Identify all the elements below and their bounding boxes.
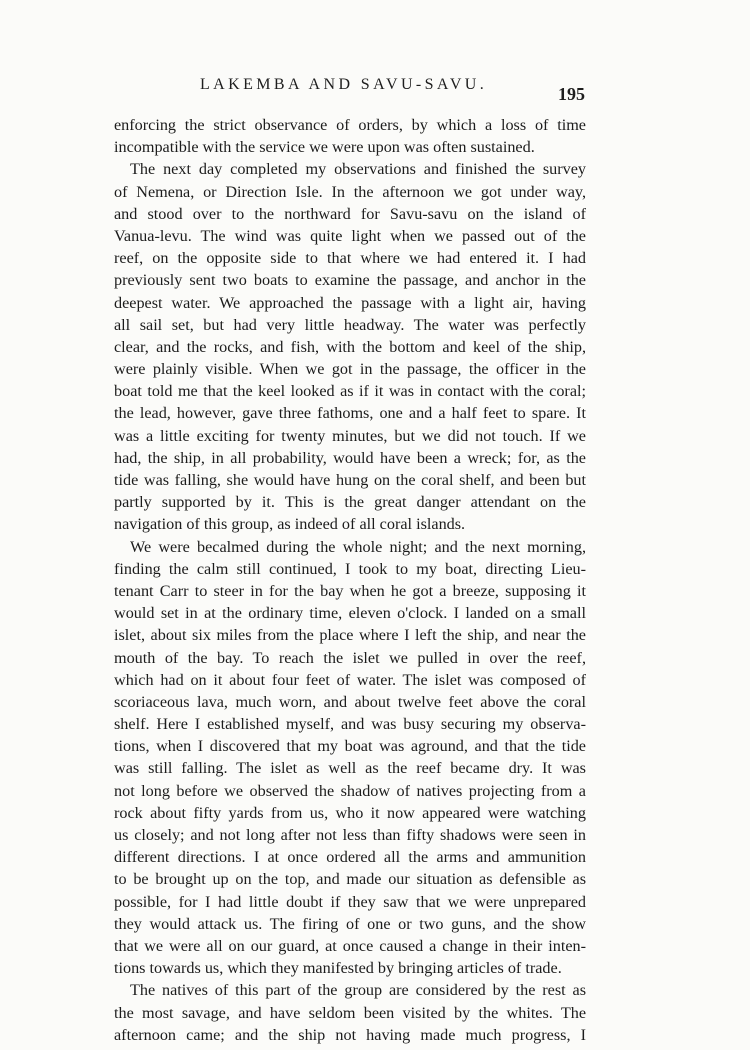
text-line: scoriaceous lava, much worn, and about twelve feet above the coral [114, 692, 586, 711]
text-line: Vanua-levu. The wind was quite light when we passed out of the [114, 226, 586, 245]
text-line: boat told me that the keel looked as if it was in contact with the coral; [114, 382, 586, 401]
text-line: The next day completed my observations and finished the survey [130, 160, 586, 179]
text-line: incompatible with the service we were upon was often sustained. [114, 138, 535, 157]
text-line: that we were all on our guard, at once caused a change in their inten- [114, 936, 586, 955]
text-line: partly supported by it. This is the great danger attendant on the [114, 493, 586, 512]
text-line: the most savage, and have seldom been visited by the whites. The [114, 1003, 586, 1022]
text-line: deepest water. We approached the passage with a light air, having [114, 293, 586, 312]
paragraph [114, 979, 586, 1046]
text-line: clear, and the rocks, and fish, with the bottom and keel of the ship, [114, 337, 586, 356]
paragraph [114, 536, 586, 980]
running-head: LAKEMBA AND SAVU-SAVU. [200, 76, 488, 93]
text-line: possible, for I had little doubt if they saw that we were unprepared [114, 892, 586, 911]
body-text [114, 114, 586, 1046]
text-line: islet, about six miles from the place where I left the ship, and near the [114, 626, 586, 645]
text-line: different directions. I at once ordered all the arms and ammunition [114, 848, 586, 867]
text-line: mouth of the bay. To reach the islet we pulled in over the reef, [114, 648, 586, 667]
text-line: tions, when I discovered that my boat was aground, and that the tide [114, 737, 586, 756]
text-line: they would attack us. The firing of one or two guns, and the show [114, 914, 586, 933]
text-line: navigation of this group, as indeed of all coral islands. [114, 515, 466, 534]
text-line: of Nemena, or Direction Isle. In the afternoon we got under way, [114, 182, 586, 201]
text-line: afternoon came; and the ship not having made much progress, I [114, 1025, 586, 1044]
text-line: finding the calm still continued, I took to my boat, directing Lieu- [114, 559, 586, 578]
text-line: was still falling. The islet as well as the reef became dry. It was [114, 759, 586, 778]
text-line: which had on it about four feet of water. The islet was composed of [114, 670, 586, 689]
page-number: 195 [558, 84, 585, 104]
text-line: rock about fifty yards from us, who it now appeared were watching [114, 803, 586, 822]
text-line: The natives of this part of the group are considered by the rest as [130, 981, 586, 1000]
text-line: had, the ship, in all probability, would have been a wreck; for, as the [114, 448, 586, 467]
text-line: was a little exciting for twenty minutes, but we did not touch. If we [114, 426, 586, 445]
text-line: shelf. Here I established myself, and was busy securing my observa- [114, 715, 586, 734]
text-line: not long before we observed the shadow of natives projecting from a [114, 781, 586, 800]
text-line: reef, on the opposite side to that where we had entered it. I had [114, 249, 586, 268]
text-line: tions towards us, which they manifested by bringing articles of trade. [114, 959, 562, 978]
text-line: us closely; and not long after not less than fifty shadows were seen in [114, 826, 586, 844]
text-line: tide was falling, she would have hung on the coral shelf, and been but [114, 471, 586, 489]
text-line: to be brought up on the top, and made our situation as defensible as [114, 870, 586, 889]
text-line: We were becalmed during the whole night; and the next morning, [130, 537, 586, 556]
text-line: enforcing the strict observance of orders, by which a loss of time [114, 116, 586, 134]
text-line: all sail set, but had very little headway. The water was perfectly [114, 315, 586, 334]
paragraph [114, 158, 586, 535]
text-line: were plainly visible. When we got in the passage, the officer in the [114, 360, 586, 379]
paragraph [114, 114, 586, 158]
text-line: and stood over to the northward for Savu-savu on the island of [114, 204, 586, 223]
text-line: tenant Carr to steer in for the bay when he got a breeze, supposing it [114, 581, 586, 600]
text-line: the lead, however, gave three fathoms, one and a half feet to spare. It [114, 404, 586, 423]
text-line: previously sent two boats to examine the passage, and anchor in the [114, 271, 586, 290]
text-line: would set in at the ordinary time, eleven o'clock. I landed on a small [114, 604, 586, 623]
